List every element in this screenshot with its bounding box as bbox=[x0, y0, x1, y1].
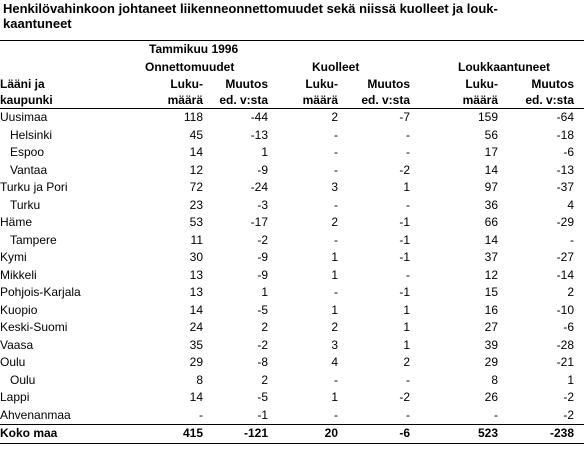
dead-count: 1 bbox=[331, 267, 338, 282]
accidents-change: -3 bbox=[257, 197, 268, 212]
accidents-count: 29 bbox=[189, 355, 203, 370]
injured-change: -2 bbox=[563, 390, 574, 405]
dead-change: - bbox=[406, 127, 410, 142]
accidents-count: 14 bbox=[189, 390, 203, 405]
accidents-change: -17 bbox=[250, 215, 268, 230]
change-header: Muutos bbox=[367, 77, 410, 91]
region-name: Turku ja Pori bbox=[0, 180, 68, 195]
statistics-table bbox=[0, 40, 584, 444]
dead-count: 2 bbox=[331, 215, 338, 230]
accidents-count: 12 bbox=[189, 162, 203, 177]
injured-change: 1 bbox=[567, 372, 574, 387]
dead-count: - bbox=[334, 407, 338, 422]
injured-count: 29 bbox=[484, 355, 498, 370]
accidents-change: -2 bbox=[257, 232, 268, 247]
dead-change: 1 bbox=[403, 180, 410, 195]
region-name: Uusimaa bbox=[0, 110, 48, 125]
accidents-change: -5 bbox=[257, 390, 268, 405]
injured-change: -27 bbox=[556, 250, 574, 265]
table-title bbox=[3, 1, 583, 31]
injured-count: - bbox=[494, 407, 498, 422]
accidents-change: -9 bbox=[257, 250, 268, 265]
period-label: Tammikuu 1996 bbox=[135, 41, 278, 59]
dead-count: 3 bbox=[331, 180, 338, 195]
table-row bbox=[0, 232, 584, 250]
accidents-change: -8 bbox=[257, 355, 268, 370]
change-header: ed. v:sta bbox=[213, 92, 278, 109]
region-name: Kymi bbox=[0, 250, 27, 265]
table-row bbox=[0, 179, 584, 197]
table-row bbox=[0, 354, 584, 372]
region-name: Lappi bbox=[0, 390, 30, 405]
header-row-groups bbox=[0, 59, 584, 77]
dead-change: - bbox=[406, 267, 410, 282]
total-dead-change: -6 bbox=[348, 425, 420, 444]
count-header: määrä bbox=[135, 92, 213, 109]
table-row bbox=[0, 389, 584, 407]
injured-count: 14 bbox=[484, 162, 498, 177]
total-row bbox=[0, 425, 584, 444]
injured-count: 14 bbox=[484, 232, 498, 247]
injured-count: 12 bbox=[484, 267, 498, 282]
table-row bbox=[0, 197, 584, 215]
injured-count: 36 bbox=[484, 197, 498, 212]
total-accidents-count: 415 bbox=[135, 425, 213, 444]
region-name: Vaasa bbox=[0, 337, 34, 352]
header-row-period bbox=[0, 41, 584, 59]
dead-count: - bbox=[334, 197, 338, 212]
change-header: Muutos bbox=[225, 77, 268, 91]
table-title-line-2: kaantuneet bbox=[3, 16, 72, 31]
accidents-count: 72 bbox=[189, 180, 203, 195]
dead-count: 2 bbox=[331, 110, 338, 125]
change-header: ed. v:sta bbox=[348, 92, 420, 109]
total-accidents-change: -121 bbox=[213, 425, 278, 444]
dead-change: 1 bbox=[403, 302, 410, 317]
dead-change: - bbox=[406, 145, 410, 160]
accidents-change: 2 bbox=[261, 372, 268, 387]
accidents-count: 14 bbox=[189, 145, 203, 160]
region-name: Pohjois-Karjala bbox=[0, 285, 81, 300]
group-injured-label: Loukkaantuneet bbox=[458, 59, 551, 74]
dead-count: - bbox=[334, 372, 338, 387]
region-name: Ahvenanmaa bbox=[0, 407, 71, 422]
accidents-count: 45 bbox=[189, 127, 203, 142]
injured-change: -10 bbox=[556, 302, 574, 317]
injured-count: 16 bbox=[484, 302, 498, 317]
injured-count: 159 bbox=[477, 110, 498, 125]
count-header: Luku- bbox=[170, 77, 203, 91]
region-name: Mikkeli bbox=[0, 267, 37, 282]
region-name: Oulu bbox=[10, 372, 36, 387]
injured-count: 56 bbox=[484, 127, 498, 142]
accidents-count: 24 bbox=[189, 320, 203, 335]
accidents-count: 23 bbox=[189, 197, 203, 212]
region-name: Tampere bbox=[10, 232, 57, 247]
accidents-change: -13 bbox=[250, 127, 268, 142]
dead-count: - bbox=[334, 145, 338, 160]
table-row bbox=[0, 372, 584, 390]
group-accidents-label: Onnettomuudet bbox=[145, 59, 235, 74]
dead-change: -2 bbox=[399, 162, 410, 177]
total-injured-change: -238 bbox=[508, 425, 584, 444]
accidents-count: 13 bbox=[189, 285, 203, 300]
dead-count: - bbox=[334, 232, 338, 247]
dead-change: 1 bbox=[403, 337, 410, 352]
table-row bbox=[0, 337, 584, 355]
count-header: Luku- bbox=[465, 77, 498, 91]
accidents-count: 35 bbox=[189, 337, 203, 352]
table-row bbox=[0, 214, 584, 232]
injured-change: - bbox=[570, 232, 574, 247]
injured-count: 17 bbox=[484, 145, 498, 160]
injured-change: -28 bbox=[556, 337, 574, 352]
total-injured-count: 523 bbox=[420, 425, 508, 444]
accidents-change: -5 bbox=[257, 302, 268, 317]
change-header: ed. v:sta bbox=[508, 92, 584, 109]
injured-change: -21 bbox=[556, 355, 574, 370]
injured-change: -6 bbox=[563, 145, 574, 160]
injured-change: -14 bbox=[556, 267, 574, 282]
dead-count: 1 bbox=[331, 250, 338, 265]
dead-change: 1 bbox=[403, 320, 410, 335]
region-name: Helsinki bbox=[10, 127, 53, 142]
count-header: määrä bbox=[420, 92, 508, 109]
table-title-line-1: Henkilövahinkoon johtaneet liikenneonnettomuudet sekä niissä kuolleet ja louk- bbox=[3, 1, 498, 16]
table-row bbox=[0, 319, 584, 337]
accidents-change: -2 bbox=[257, 337, 268, 352]
header-row-sub-2 bbox=[0, 92, 584, 109]
accidents-change: 2 bbox=[261, 320, 268, 335]
injured-count: 26 bbox=[484, 390, 498, 405]
dead-change: - bbox=[406, 197, 410, 212]
table-row bbox=[0, 407, 584, 425]
region-name: Kuopio bbox=[0, 302, 38, 317]
region-name: Häme bbox=[0, 215, 33, 230]
table-row bbox=[0, 109, 584, 127]
row-label-header-1: Lääni ja bbox=[0, 77, 45, 91]
injured-change: -18 bbox=[556, 127, 574, 142]
region-name: Espoo bbox=[10, 145, 45, 160]
table-row bbox=[0, 284, 584, 302]
accidents-change: -24 bbox=[250, 180, 268, 195]
dead-count: 1 bbox=[331, 302, 338, 317]
dead-count: - bbox=[334, 285, 338, 300]
accidents-count: 53 bbox=[189, 215, 203, 230]
injured-change: 2 bbox=[567, 285, 574, 300]
region-name: Keski-Suomi bbox=[0, 320, 68, 335]
injured-change: -64 bbox=[556, 110, 574, 125]
dead-count: - bbox=[334, 162, 338, 177]
dead-change: 2 bbox=[403, 355, 410, 370]
injured-count: 15 bbox=[484, 285, 498, 300]
accidents-change: -1 bbox=[257, 407, 268, 422]
accidents-change: -44 bbox=[250, 110, 268, 125]
injured-change: -13 bbox=[556, 162, 574, 177]
region-name: Turku bbox=[10, 197, 41, 212]
accidents-count: 14 bbox=[189, 302, 203, 317]
total-dead-count: 20 bbox=[278, 425, 348, 444]
injured-count: 39 bbox=[484, 337, 498, 352]
dead-change: -7 bbox=[399, 110, 410, 125]
count-header: Luku- bbox=[305, 77, 338, 91]
accidents-count: - bbox=[199, 407, 203, 422]
table-row bbox=[0, 144, 584, 162]
accidents-count: 11 bbox=[190, 232, 203, 247]
dead-count: 1 bbox=[331, 390, 338, 405]
dead-count: 2 bbox=[331, 320, 338, 335]
accidents-change: -9 bbox=[257, 267, 268, 282]
region-name: Oulu bbox=[0, 355, 26, 370]
table-row bbox=[0, 162, 584, 180]
table-row bbox=[0, 127, 584, 145]
table-row bbox=[0, 267, 584, 285]
group-dead-label: Kuolleet bbox=[312, 59, 360, 74]
injured-count: 97 bbox=[484, 180, 498, 195]
dead-change: -1 bbox=[399, 285, 410, 300]
header-row-sub-1 bbox=[0, 76, 584, 92]
dead-count: 4 bbox=[331, 355, 338, 370]
dead-change: -1 bbox=[399, 250, 410, 265]
dead-change: -2 bbox=[399, 390, 410, 405]
dead-change: -1 bbox=[399, 232, 410, 247]
region-name: Vantaa bbox=[10, 162, 48, 177]
accidents-count: 8 bbox=[196, 372, 203, 387]
dead-count: 3 bbox=[331, 337, 338, 352]
table-row bbox=[0, 249, 584, 267]
accidents-change: 1 bbox=[261, 285, 268, 300]
dead-change: -1 bbox=[399, 215, 410, 230]
injured-count: 37 bbox=[484, 250, 498, 265]
total-label: Koko maa bbox=[0, 425, 135, 444]
injured-change: -29 bbox=[556, 215, 574, 230]
count-header: määrä bbox=[278, 92, 348, 109]
accidents-count: 118 bbox=[183, 110, 203, 125]
dead-change: - bbox=[406, 407, 410, 422]
change-header: Muutos bbox=[531, 77, 574, 91]
injured-count: 66 bbox=[484, 215, 498, 230]
injured-count: 27 bbox=[484, 320, 498, 335]
injured-change: -6 bbox=[563, 320, 574, 335]
accidents-count: 30 bbox=[189, 250, 203, 265]
injured-count: 8 bbox=[491, 372, 498, 387]
injured-change: 4 bbox=[567, 197, 574, 212]
accidents-count: 13 bbox=[189, 267, 203, 282]
row-label-header-2: kaupunki bbox=[0, 92, 135, 109]
injured-change: -2 bbox=[563, 407, 574, 422]
accidents-change: -9 bbox=[257, 162, 268, 177]
table-row bbox=[0, 302, 584, 320]
accidents-change: 1 bbox=[261, 145, 268, 160]
injured-change: -37 bbox=[556, 180, 574, 195]
dead-change: - bbox=[406, 372, 410, 387]
dead-count: - bbox=[334, 127, 338, 142]
